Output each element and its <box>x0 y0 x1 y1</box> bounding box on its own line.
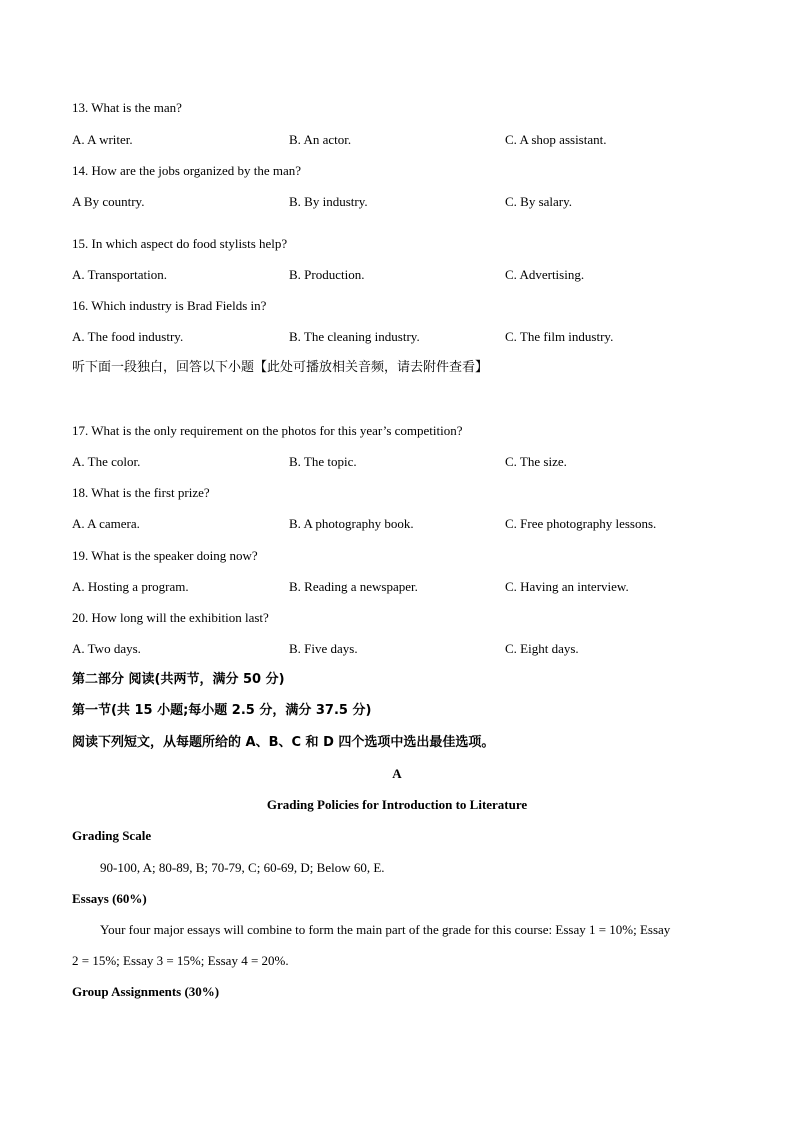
q19-option-a: A. Hosting a program. <box>72 579 189 594</box>
q14-option-c: C. By salary. <box>505 194 573 209</box>
question-14: 14. How are the jobs organized by the man? <box>72 163 301 178</box>
question-16: 16. Which industry is Brad Fields in? <box>72 298 267 313</box>
passage-label: A <box>392 766 402 781</box>
q17-option-c: C. The size. <box>505 454 567 469</box>
question-13: 13. What is the man? <box>72 100 182 115</box>
question-18: 18. What is the first prize? <box>72 485 210 500</box>
question-15: 15. In which aspect do food stylists help? <box>72 236 288 251</box>
q16-option-a: A. The food industry. <box>72 329 184 344</box>
part2-heading: 第二部分 阅读(共两节，满分 50 分) <box>72 672 285 687</box>
q17-option-a: A. The color. <box>72 454 141 469</box>
monologue-instruction: 听下面一段独白，回答以下小题【此处可播放相关音频，请去附件查看】 <box>72 360 489 375</box>
question-19: 19. What is the speaker doing now? <box>72 548 258 563</box>
q17-option-b: B. The topic. <box>289 454 357 469</box>
q18-option-b: B. A photography book. <box>289 516 414 531</box>
q16-option-c: C. The film industry. <box>505 329 614 344</box>
question-20: 20. How long will the exhibition last? <box>72 610 269 625</box>
q20-option-a: A. Two days. <box>72 641 141 656</box>
q20-option-b: B. Five days. <box>289 641 358 656</box>
grading-scale-text: 90-100, A; 80-89, B; 70-79, C; 60-69, D; Below 60, E. <box>100 860 385 875</box>
grading-scale-heading: Grading Scale <box>72 828 152 843</box>
q13-option-a: A. A writer. <box>72 132 133 147</box>
q15-option-a: A. Transportation. <box>72 267 167 282</box>
group-assignments-heading: Group Assignments (30%) <box>72 984 220 999</box>
q18-option-c: C. Free photography lessons. <box>505 516 657 531</box>
q14-option-a: A By country. <box>72 194 145 209</box>
q13-option-c: C. A shop assistant. <box>505 132 607 147</box>
q19-option-c: C. Having an interview. <box>505 579 629 594</box>
q19-option-b: B. Reading a newspaper. <box>289 579 418 594</box>
reading-instruction: 阅读下列短文，从每题所给的 A、B、C 和 D 四个选项中选出最佳选项。 <box>72 735 495 750</box>
q13-option-b: B. An actor. <box>289 132 352 147</box>
section1-heading: 第一节(共 15 小题;每小题 2.5 分，满分 37.5 分) <box>72 703 372 718</box>
q18-option-a: A. A camera. <box>72 516 140 531</box>
q15-option-b: B. Production. <box>289 267 365 282</box>
question-17: 17. What is the only requirement on the photos for this year’s competition? <box>72 423 463 438</box>
q20-option-c: C. Eight days. <box>505 641 579 656</box>
q16-option-b: B. The cleaning industry. <box>289 329 420 344</box>
q15-option-c: C. Advertising. <box>505 267 585 282</box>
essays-heading: Essays (60%) <box>72 891 147 906</box>
essays-text-line-1: Your four major essays will combine to form the main part of the grade for this course: Essay 1 = 10%; Essay <box>100 922 671 937</box>
q14-option-b: B. By industry. <box>289 194 368 209</box>
passage-title: Grading Policies for Introduction to Literature <box>266 797 528 812</box>
essays-text-line-2: 2 = 15%; Essay 3 = 15%; Essay 4 = 20%. <box>72 953 289 968</box>
